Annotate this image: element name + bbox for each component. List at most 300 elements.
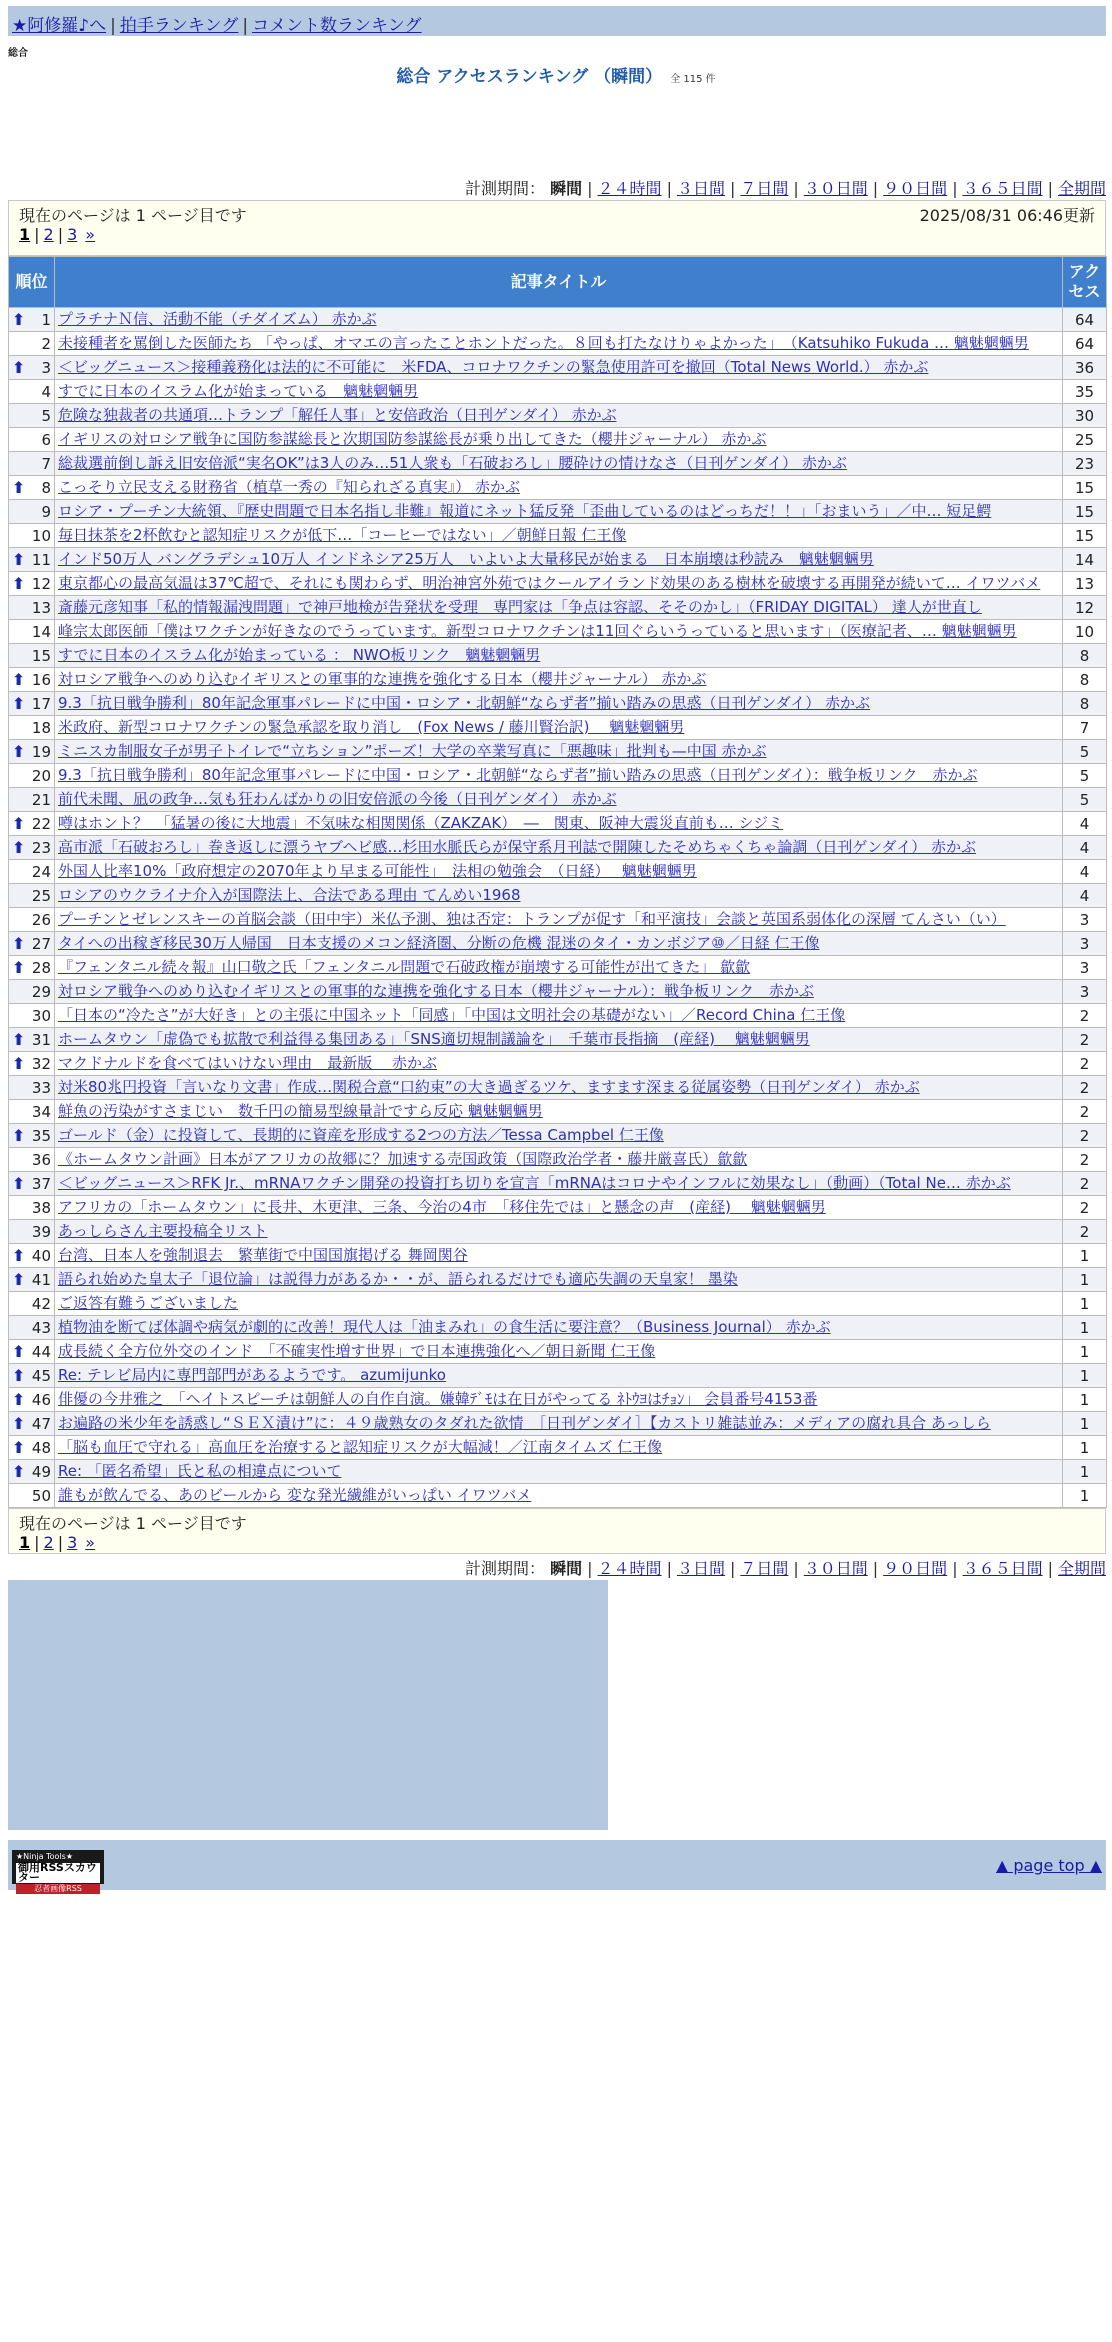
- rank-cell: [9, 836, 55, 860]
- table-row: [9, 764, 1107, 788]
- rank-cell: [9, 524, 55, 548]
- table-row: [9, 1412, 1107, 1436]
- home-link[interactable]: ★阿修羅♪へ: [12, 16, 107, 36]
- access-count: 8: [1063, 644, 1107, 668]
- rank-cell: [9, 860, 55, 884]
- title-cell: [55, 380, 1063, 404]
- period-365d-link[interactable]: ３６５日間: [962, 1559, 1043, 1578]
- access-count: 1: [1063, 1244, 1107, 1268]
- rank-up-arrow-icon: ⬆: [12, 309, 26, 329]
- table-row: [9, 1460, 1107, 1484]
- article-link[interactable]: Re: 「匿名希望」氏と私の相違点について: [58, 1462, 342, 1480]
- rank-cell: [9, 908, 55, 932]
- table-row: [9, 500, 1107, 524]
- rank-cell: [9, 1364, 55, 1388]
- article-link[interactable]: アフリカの「ホームタウン」に長井、木更津、三条、今治の4市 「移住先では」と懸念の声 (産経) 魑魅魍魎男: [58, 1198, 826, 1216]
- title-cell: [55, 1148, 1063, 1172]
- table-row: [9, 380, 1107, 404]
- article-link[interactable]: 外国人比率10%「政府想定の2070年より早まる可能性」 法相の勉強会 （日経） 魑魅魍魎男: [58, 862, 697, 880]
- access-count: 3: [1063, 908, 1107, 932]
- table-row: [9, 524, 1107, 548]
- rank-number: 14: [31, 622, 51, 641]
- period-365d-link[interactable]: ３６５日間: [962, 179, 1043, 198]
- rank-up-arrow-icon: ⬆: [12, 933, 26, 953]
- rank-number: 18: [31, 718, 51, 737]
- rank-number: 1: [41, 310, 51, 329]
- access-count: 5: [1063, 740, 1107, 764]
- title-cell: [55, 908, 1063, 932]
- title-cell: [55, 1388, 1063, 1412]
- table-row: [9, 356, 1107, 380]
- article-link[interactable]: ロシアのウクライナ介入が国際法上、合法である理由 てんめい1968: [58, 886, 521, 904]
- rank-up-arrow-icon: ⬆: [12, 693, 26, 713]
- access-count: 1: [1063, 1364, 1107, 1388]
- rank-cell: [9, 452, 55, 476]
- title-cell: [55, 812, 1063, 836]
- table-row: [9, 308, 1107, 332]
- rank-number: 35: [31, 1126, 51, 1145]
- table-row: [9, 1076, 1107, 1100]
- rank-cell: [9, 428, 55, 452]
- table-row: [9, 1196, 1107, 1220]
- rank-number: 5: [41, 406, 51, 425]
- updated-time: 2025/08/31 06:46更新: [919, 206, 1095, 225]
- rank-up-arrow-icon: ⬆: [12, 477, 26, 497]
- rank-number: 4: [41, 382, 51, 401]
- rank-number: 33: [31, 1078, 51, 1097]
- rank-number: 29: [31, 982, 51, 1001]
- article-link[interactable]: 斎藤元彦知事「私的情報漏洩問題」で神戸地検が告発状を受理 専門家は「争点は容認、そそのかし」（FRIDAY DIGITAL） 達人が世直し: [58, 598, 982, 616]
- article-link[interactable]: 峰宗太郎医師「僕はワクチンが好きなのでうっています。新型コロナワクチンは11回ぐらいうっていると思います」（医療記者、… 魑魅魍魎男: [58, 622, 1017, 640]
- title-cell: [55, 452, 1063, 476]
- rank-up-arrow-icon: ⬆: [12, 957, 26, 977]
- page-top-link[interactable]: ▲ page top ▲: [995, 1856, 1102, 1875]
- rank-number: 42: [31, 1294, 51, 1313]
- clap-ranking-link[interactable]: 拍手ランキング: [119, 16, 239, 36]
- table-row: [9, 860, 1107, 884]
- rank-up-arrow-icon: ⬆: [12, 1029, 26, 1049]
- rank-cell: [9, 1028, 55, 1052]
- access-count: 1: [1063, 1340, 1107, 1364]
- table-row: [9, 1004, 1107, 1028]
- rank-cell: [9, 1388, 55, 1412]
- title-cell: [55, 1220, 1063, 1244]
- access-count: 23: [1063, 452, 1107, 476]
- rank-cell: [9, 788, 55, 812]
- article-link[interactable]: 米政府、新型コロナワクチンの緊急承認を取り消し (Fox News / 藤川賢治訳) 魑魅魍魎男: [58, 718, 685, 736]
- rank-up-arrow-icon: ⬆: [12, 1437, 26, 1457]
- table-row: [9, 836, 1107, 860]
- rank-number: 32: [31, 1054, 51, 1073]
- article-link[interactable]: 《ホームタウン計画》日本がアフリカの故郷に？加速する売国政策（国際政治学者・藤井厳喜氏）歙歙: [58, 1150, 748, 1168]
- rank-number: 34: [31, 1102, 51, 1121]
- rank-up-arrow-icon: ⬆: [12, 1125, 26, 1145]
- title-cell: [55, 1172, 1063, 1196]
- access-count: 7: [1063, 716, 1107, 740]
- article-link[interactable]: 鮮魚の汚染がすさまじい 数千円の簡易型線量計ですら反応 魑魅魍魎男: [58, 1102, 543, 1120]
- table-row: [9, 452, 1107, 476]
- rank-cell: [9, 716, 55, 740]
- title-cell: [55, 572, 1063, 596]
- rank-cell: [9, 1268, 55, 1292]
- access-count: 5: [1063, 764, 1107, 788]
- rank-number: 30: [31, 1006, 51, 1025]
- access-count: 1: [1063, 1412, 1107, 1436]
- pager-next[interactable]: »: [85, 225, 96, 244]
- title-cell: [55, 1340, 1063, 1364]
- title-cell: [55, 860, 1063, 884]
- article-link[interactable]: こっそり立民支える財務省（植草一秀の『知られざる真実』） 赤かぶ: [58, 478, 520, 496]
- rank-number: 23: [31, 838, 51, 857]
- rank-cell: [9, 1172, 55, 1196]
- ranking-table: [8, 256, 1107, 1508]
- title-cell: [55, 932, 1063, 956]
- header-title: 記事タイトル: [55, 257, 1063, 308]
- table-row: [9, 1100, 1107, 1124]
- pager-current-page: 1: [19, 1533, 31, 1552]
- rank-cell: [9, 1316, 55, 1340]
- period-7d-link[interactable]: ７日間: [740, 1559, 789, 1578]
- title-cell: [55, 1484, 1063, 1508]
- title-cell: [55, 1412, 1063, 1436]
- title-cell: [55, 620, 1063, 644]
- table-row: [9, 620, 1107, 644]
- title-cell: [55, 1436, 1063, 1460]
- rank-cell: [9, 884, 55, 908]
- rank-cell: [9, 572, 55, 596]
- rank-cell: [9, 1436, 55, 1460]
- access-count: 1: [1063, 1484, 1107, 1508]
- title-cell: [55, 740, 1063, 764]
- article-link[interactable]: ゴールド（金）に投資して、長期的に資産を形成する2つの方法／Tessa Campbel 仁王像: [58, 1126, 664, 1144]
- title-cell: [55, 428, 1063, 452]
- access-count: 15: [1063, 524, 1107, 548]
- rank-cell: [9, 404, 55, 428]
- table-row: [9, 812, 1107, 836]
- article-link[interactable]: 対ロシア戦争へのめり込むイギリスとの軍事的な連携を強化する日本（櫻井ジャーナル） 赤かぶ: [58, 670, 707, 688]
- rank-up-arrow-icon: ⬆: [12, 1053, 26, 1073]
- rank-number: 28: [31, 958, 51, 977]
- table-row: [9, 956, 1107, 980]
- rank-number: 2: [41, 334, 51, 353]
- article-link[interactable]: 毎日抹茶を2杯飲むと認知症リスクが低下…「コーヒーではない」／朝鮮日報 仁王像: [58, 526, 627, 544]
- rank-number: 22: [31, 814, 51, 833]
- access-count: 1: [1063, 1436, 1107, 1460]
- rank-cell: [9, 644, 55, 668]
- pager-page-2[interactable]: 2: [43, 225, 54, 244]
- nav-separator: |: [242, 16, 249, 36]
- table-row: [9, 1364, 1107, 1388]
- article-link[interactable]: 未接種者を罵倒した医師たち 「やっぱ、オマエの言ったことホントだった。８回も打たなけりゃよかった」 （Katsuhiko Fukuda … 魑魅魍魎男: [58, 334, 1029, 352]
- rank-cell: [9, 932, 55, 956]
- ranking-table-body: [9, 308, 1107, 1508]
- rank-number: 16: [31, 670, 51, 689]
- rank-number: 31: [31, 1030, 51, 1049]
- access-count: 2: [1063, 1124, 1107, 1148]
- pager-status: 現在のページは 1 ページ目です: [19, 1514, 247, 1533]
- ad-banner-area: [8, 1580, 608, 1830]
- rank-number: 11: [31, 550, 51, 569]
- article-link[interactable]: 『フェンタニル続々報』山口敬之氏「フェンタニル問題で石破政権が崩壊する可能性が出てきた」 歙歙: [58, 958, 751, 976]
- title-cell: [55, 836, 1063, 860]
- table-row: [9, 476, 1107, 500]
- article-link[interactable]: ミニスカ制服女子が男子トイレで“立ちション”ポーズ！大学の卒業写真に「悪趣味」批判も—中国 赤かぶ: [58, 742, 767, 760]
- article-link[interactable]: ロシア・プーチン大統領、『歴史問題で日本名指し非難』報道にネット猛反発「歪曲しているのはどっちだ！！」「おまいう」／中… 短足鰐: [58, 502, 992, 520]
- article-link[interactable]: 9.3「抗日戦争勝利」80年記念軍事パレードに中国・ロシア・北朝鮮“ならず者”揃い踏みの思惑（日刊ゲンダイ） 赤かぶ: [58, 694, 871, 712]
- title-cell: [55, 956, 1063, 980]
- article-link[interactable]: 9.3「抗日戦争勝利」80年記念軍事パレードに中国・ロシア・北朝鮮“ならず者”揃い踏みの思惑（日刊ゲンダイ）：戦争板リンク 赤かぶ: [58, 766, 978, 784]
- access-count: 2: [1063, 1220, 1107, 1244]
- rank-cell: [9, 1052, 55, 1076]
- rank-up-arrow-icon: ⬆: [12, 1413, 26, 1433]
- pager-page-3[interactable]: 3: [67, 1533, 78, 1552]
- table-row: [9, 1028, 1107, 1052]
- rank-number: 10: [31, 526, 51, 545]
- rank-number: 7: [41, 454, 51, 473]
- access-count: 14: [1063, 548, 1107, 572]
- rank-cell: [9, 692, 55, 716]
- table-row: [9, 692, 1107, 716]
- period-current: 瞬間: [550, 179, 583, 198]
- logo-line-1: ★Ninja Tools★: [16, 1852, 73, 1861]
- rank-number: 17: [31, 694, 51, 713]
- rank-up-arrow-icon: ⬆: [12, 1389, 26, 1409]
- pager-page-2[interactable]: 2: [43, 1533, 54, 1552]
- article-link[interactable]: 対米80兆円投資「言いなり文書」作成…関税合意“口約束”の大き過ぎるツケ、ますます深まる従属姿勢（日刊ゲンダイ） 赤かぶ: [58, 1078, 920, 1096]
- period-24h-link[interactable]: ２４時間: [597, 1559, 662, 1578]
- table-row: [9, 1484, 1107, 1508]
- article-link[interactable]: 対ロシア戦争へのめり込むイギリスとの軍事的な連携を強化する日本（櫻井ジャーナル）：戦争板リンク 赤かぶ: [58, 982, 814, 1000]
- table-row: [9, 1436, 1107, 1460]
- access-count: 2: [1063, 1172, 1107, 1196]
- rank-cell: [9, 1412, 55, 1436]
- rank-cell: [9, 1196, 55, 1220]
- period-24h-link[interactable]: ２４時間: [597, 179, 662, 198]
- article-link[interactable]: ご返答有難うございました: [58, 1294, 239, 1312]
- rank-number: 43: [31, 1318, 51, 1337]
- access-count: 8: [1063, 668, 1107, 692]
- period-7d-link[interactable]: ７日間: [740, 179, 789, 198]
- title-cell: [55, 1076, 1063, 1100]
- period-90d-link[interactable]: ９０日間: [883, 179, 948, 198]
- rank-up-arrow-icon: ⬆: [12, 1365, 26, 1385]
- article-link[interactable]: マクドナルドを食べてはいけない理由 最新版 赤かぶ: [58, 1054, 438, 1072]
- period-3d-link[interactable]: ３日間: [676, 1559, 725, 1578]
- article-link[interactable]: プラチナＮ信、活動不能（チダイズム） 赤かぶ: [58, 310, 377, 328]
- title-cell: [55, 1316, 1063, 1340]
- access-count: 4: [1063, 860, 1107, 884]
- access-count: 15: [1063, 500, 1107, 524]
- access-count: 64: [1063, 332, 1107, 356]
- article-link[interactable]: Re: テレビ局内に専門部門があるようです。 azumijunko: [58, 1366, 446, 1384]
- article-link[interactable]: 語られ始めた皇太子「退位論」は説得力があるか・・が、語られるだけでも適応失調の天皇家！ 墨染: [58, 1270, 738, 1288]
- article-link[interactable]: ホームタウン「虚偽でも拡散で利益得る集団ある」「SNS適切規制議論を」 千葉市長指摘 (産経) 魑魅魍魎男: [58, 1030, 810, 1048]
- rank-up-arrow-icon: ⬆: [12, 741, 26, 761]
- rank-up-arrow-icon: ⬆: [12, 357, 26, 377]
- pager-next[interactable]: »: [85, 1533, 96, 1552]
- article-link[interactable]: プーチンとゼレンスキーの首脳会談（田中宇）米仏予測、独は否定：トランプが促す「和平演技」会談と英国系弱体化の深層 てんさい（い）: [58, 910, 1006, 928]
- rank-cell: [9, 1076, 55, 1100]
- period-30d-link[interactable]: ３０日間: [803, 179, 868, 198]
- access-count: 12: [1063, 596, 1107, 620]
- article-link[interactable]: イギリスの対ロシア戦争に国防参謀総長と次期国防参謀総長が乗り出してきた（櫻井ジャーナル） 赤かぶ: [58, 430, 767, 448]
- rank-number: 37: [31, 1174, 51, 1193]
- rank-up-arrow-icon: ⬆: [12, 1341, 26, 1361]
- article-link[interactable]: 台湾、日本人を強制退去 繁華街で中国国旗掲げる 舞岡関谷: [58, 1246, 468, 1264]
- article-link[interactable]: 高市派「石破おろし」巻き返しに漂うヤブヘビ感…杉田水脈氏らが保守系月刊誌で開陳したそめちゃくちゃ論調（日刊ゲンダイ） 赤かぶ: [58, 838, 976, 856]
- article-link[interactable]: あっしらさん主要投稿全リスト: [58, 1222, 268, 1240]
- comment-ranking-link[interactable]: コメント数ランキング: [252, 16, 422, 36]
- table-row: [9, 1340, 1107, 1364]
- period-30d-link[interactable]: ３０日間: [803, 1559, 868, 1578]
- title-cell: [55, 1052, 1063, 1076]
- rank-cell: [9, 548, 55, 572]
- access-count: 1: [1063, 1292, 1107, 1316]
- table-row: [9, 1148, 1107, 1172]
- article-link[interactable]: 俳優の今井雅之 「ヘイトスピーチは朝鮮人の自作自演。嫌韓ﾃﾞﾓは在日がやってる ﾈﾄｳﾖはﾁｮﾝ」 会員番号4153番: [58, 1390, 818, 1408]
- title-cell: [55, 644, 1063, 668]
- article-link[interactable]: ＜ビッグニュース＞接種義務化は法的に不可能に 米FDA、コロナワクチンの緊急使用許可を撤回（Total News World.） 赤かぶ: [58, 358, 929, 376]
- table-row: [9, 332, 1107, 356]
- pager-page-3[interactable]: 3: [67, 225, 78, 244]
- rss-scouter-logo[interactable]: [12, 1850, 104, 1893]
- access-count: 36: [1063, 356, 1107, 380]
- rank-cell: [9, 356, 55, 380]
- rank-number: 15: [31, 646, 51, 665]
- title-cell: [55, 788, 1063, 812]
- title-cell: [55, 500, 1063, 524]
- rank-number: 21: [31, 790, 51, 809]
- access-count: 3: [1063, 956, 1107, 980]
- rank-cell: [9, 1124, 55, 1148]
- table-row: [9, 1172, 1107, 1196]
- rank-cell: [9, 380, 55, 404]
- article-link[interactable]: すでに日本のイスラム化が始まっている ： NWO板リンク 魑魅魍魎男: [58, 646, 541, 664]
- access-count: 1: [1063, 1316, 1107, 1340]
- access-count: 25: [1063, 428, 1107, 452]
- article-link[interactable]: 東京都心の最高気温は37℃超で、それにも関わらず、明治神宮外苑ではクールアイランド効果のある樹林を破壊する再開発が続いて… イワツバメ: [58, 574, 1041, 592]
- rank-cell: [9, 956, 55, 980]
- access-count: 10: [1063, 620, 1107, 644]
- period-all-link[interactable]: 全期間: [1057, 1559, 1106, 1578]
- rank-cell: [9, 1148, 55, 1172]
- article-link[interactable]: インド50万人 バングラデシュ10万人 インドネシア25万人 いよいよ大量移民が始まる 日本崩壊は秒読み 魑魅魍魎男: [58, 550, 874, 568]
- access-count: 2: [1063, 1100, 1107, 1124]
- access-count: 2: [1063, 1004, 1107, 1028]
- table-row: [9, 404, 1107, 428]
- rank-number: 50: [31, 1486, 51, 1505]
- article-link[interactable]: タイへの出稼ぎ移民30万人帰国 日本支援のメコン経済圏、分断の危機 混迷のタイ・カンボジア⑩／日経 仁王像: [58, 934, 820, 952]
- title-cell: [55, 1364, 1063, 1388]
- pager-bottom: [8, 1508, 1106, 1554]
- access-count: 13: [1063, 572, 1107, 596]
- article-link[interactable]: 噂はホント？ 「猛暑の後に大地震」不気味な相関関係（ZAKZAK） ― 関東、阪神大震災直前も… シジミ: [58, 814, 784, 832]
- article-link[interactable]: 誰もが飲んでる、あのビールから 変な発光繊維がいっぱい イワツバメ: [58, 1486, 532, 1504]
- period-90d-link[interactable]: ９０日間: [883, 1559, 948, 1578]
- rank-up-arrow-icon: ⬆: [12, 837, 26, 857]
- rank-up-arrow-icon: ⬆: [12, 669, 26, 689]
- rank-cell: [9, 620, 55, 644]
- title-cell: [55, 668, 1063, 692]
- rank-number: 40: [31, 1246, 51, 1265]
- access-count: 1: [1063, 1268, 1107, 1292]
- access-count: 64: [1063, 308, 1107, 332]
- table-row: [9, 1220, 1107, 1244]
- article-link[interactable]: お遍路の米少年を誘惑し“ＳＥＸ漬け”に：４９歳熟女のタダれた欲情 ［日刊ゲンダイ］【カストリ雑誌並み：メディアの腐れ具合 あっしら: [58, 1414, 991, 1432]
- rank-number: 9: [41, 502, 51, 521]
- rank-number: 3: [41, 358, 51, 377]
- access-count: 3: [1063, 980, 1107, 1004]
- access-count: 2: [1063, 1076, 1107, 1100]
- rank-number: 46: [31, 1390, 51, 1409]
- rank-number: 49: [31, 1462, 51, 1481]
- title-cell: [55, 1100, 1063, 1124]
- period-selector-bottom: 計測期間： 瞬間 | ２４時間 | ３日間 | ７日間 | ３０日間 | ９０日間 | ３６５日間 | 全期間: [465, 1559, 1106, 1578]
- article-link[interactable]: 危険な独裁者の共通項…トランプ「解任人事」と安倍政治（日刊ゲンダイ） 赤かぶ: [58, 406, 617, 424]
- title-cell: [55, 692, 1063, 716]
- table-row: [9, 548, 1107, 572]
- title-cell: [55, 596, 1063, 620]
- pager-current-page: 1: [19, 225, 31, 244]
- rank-number: 27: [31, 934, 51, 953]
- rank-number: 6: [41, 430, 51, 449]
- top-nav: [8, 6, 1106, 36]
- title-cell: [55, 308, 1063, 332]
- rank-cell: [9, 1220, 55, 1244]
- title-cell: [55, 1460, 1063, 1484]
- rank-number: 24: [31, 862, 51, 881]
- period-all-link[interactable]: 全期間: [1057, 179, 1106, 198]
- rank-number: 39: [31, 1222, 51, 1241]
- title-cell: [55, 1004, 1063, 1028]
- title-cell: [55, 1268, 1063, 1292]
- rank-cell: [9, 812, 55, 836]
- table-row: [9, 740, 1107, 764]
- table-header-row: [9, 257, 1107, 308]
- rank-number: 48: [31, 1438, 51, 1457]
- period-selector-top: 計測期間： 瞬間 | ２４時間 | ３日間 | ７日間 | ３０日間 | ９０日間 | ３６５日間 | 全期間: [465, 179, 1106, 198]
- access-count: 5: [1063, 788, 1107, 812]
- rank-number: 36: [31, 1150, 51, 1169]
- rank-up-arrow-icon: ⬆: [12, 813, 26, 833]
- rank-number: 41: [31, 1270, 51, 1289]
- table-row: [9, 572, 1107, 596]
- table-row: [9, 644, 1107, 668]
- table-row: [9, 932, 1107, 956]
- rank-cell: [9, 596, 55, 620]
- rank-number: 19: [31, 742, 51, 761]
- rank-number: 12: [31, 574, 51, 593]
- page-title: [0, 62, 1112, 87]
- rank-number: 44: [31, 1342, 51, 1361]
- article-link[interactable]: 植物油を断てば体調や病気が劇的に改善！現代人は「油まみれ」の食生活に要注意？（Business Journal） 赤かぶ: [58, 1318, 831, 1336]
- access-count: 8: [1063, 692, 1107, 716]
- rank-cell: [9, 1244, 55, 1268]
- rank-number: 45: [31, 1366, 51, 1385]
- rank-up-arrow-icon: ⬆: [12, 573, 26, 593]
- article-link[interactable]: 総裁選前倒し訴え旧安倍派“実名OK”は3人のみ…51人衆も「石破おろし」腰砕けの情けなさ（日刊ゲンダイ） 赤かぶ: [58, 454, 847, 472]
- period-3d-link[interactable]: ３日間: [676, 179, 725, 198]
- article-link[interactable]: すでに日本のイスラム化が始まっている 魑魅魍魎男: [58, 382, 419, 400]
- article-link[interactable]: ＜ビッグニュース＞RFK Jr.、mRNAワクチン開発の投資打ち切りを宣言「mRNAはコロナやインフルに効果なし」（動画）（Total Ne… 赤かぶ: [58, 1174, 1011, 1192]
- article-link[interactable]: 成長続く全方位外交のインド 「不確実性増す世界」で日本連携強化へ／朝日新聞 仁王像: [58, 1342, 656, 1360]
- article-link[interactable]: 「脳も血圧で守れる」高血圧を治療すると認知症リスクが大幅減！／江南タイムズ 仁王像: [58, 1438, 663, 1456]
- article-link[interactable]: 「日本の“冷たさ”が大好き」との主張に中国ネット「同感」「中国は文明社会の基礎がない」／Record China 仁王像: [58, 1006, 846, 1024]
- table-row: [9, 1268, 1107, 1292]
- pager-links: 1 | 2 | 3 »: [19, 1533, 96, 1552]
- header-rank: 順位: [9, 257, 55, 308]
- article-link[interactable]: 前代未聞、凪の政争…気も狂わんばかりの旧安倍派の今後（日刊ゲンダイ） 赤かぶ: [58, 790, 617, 808]
